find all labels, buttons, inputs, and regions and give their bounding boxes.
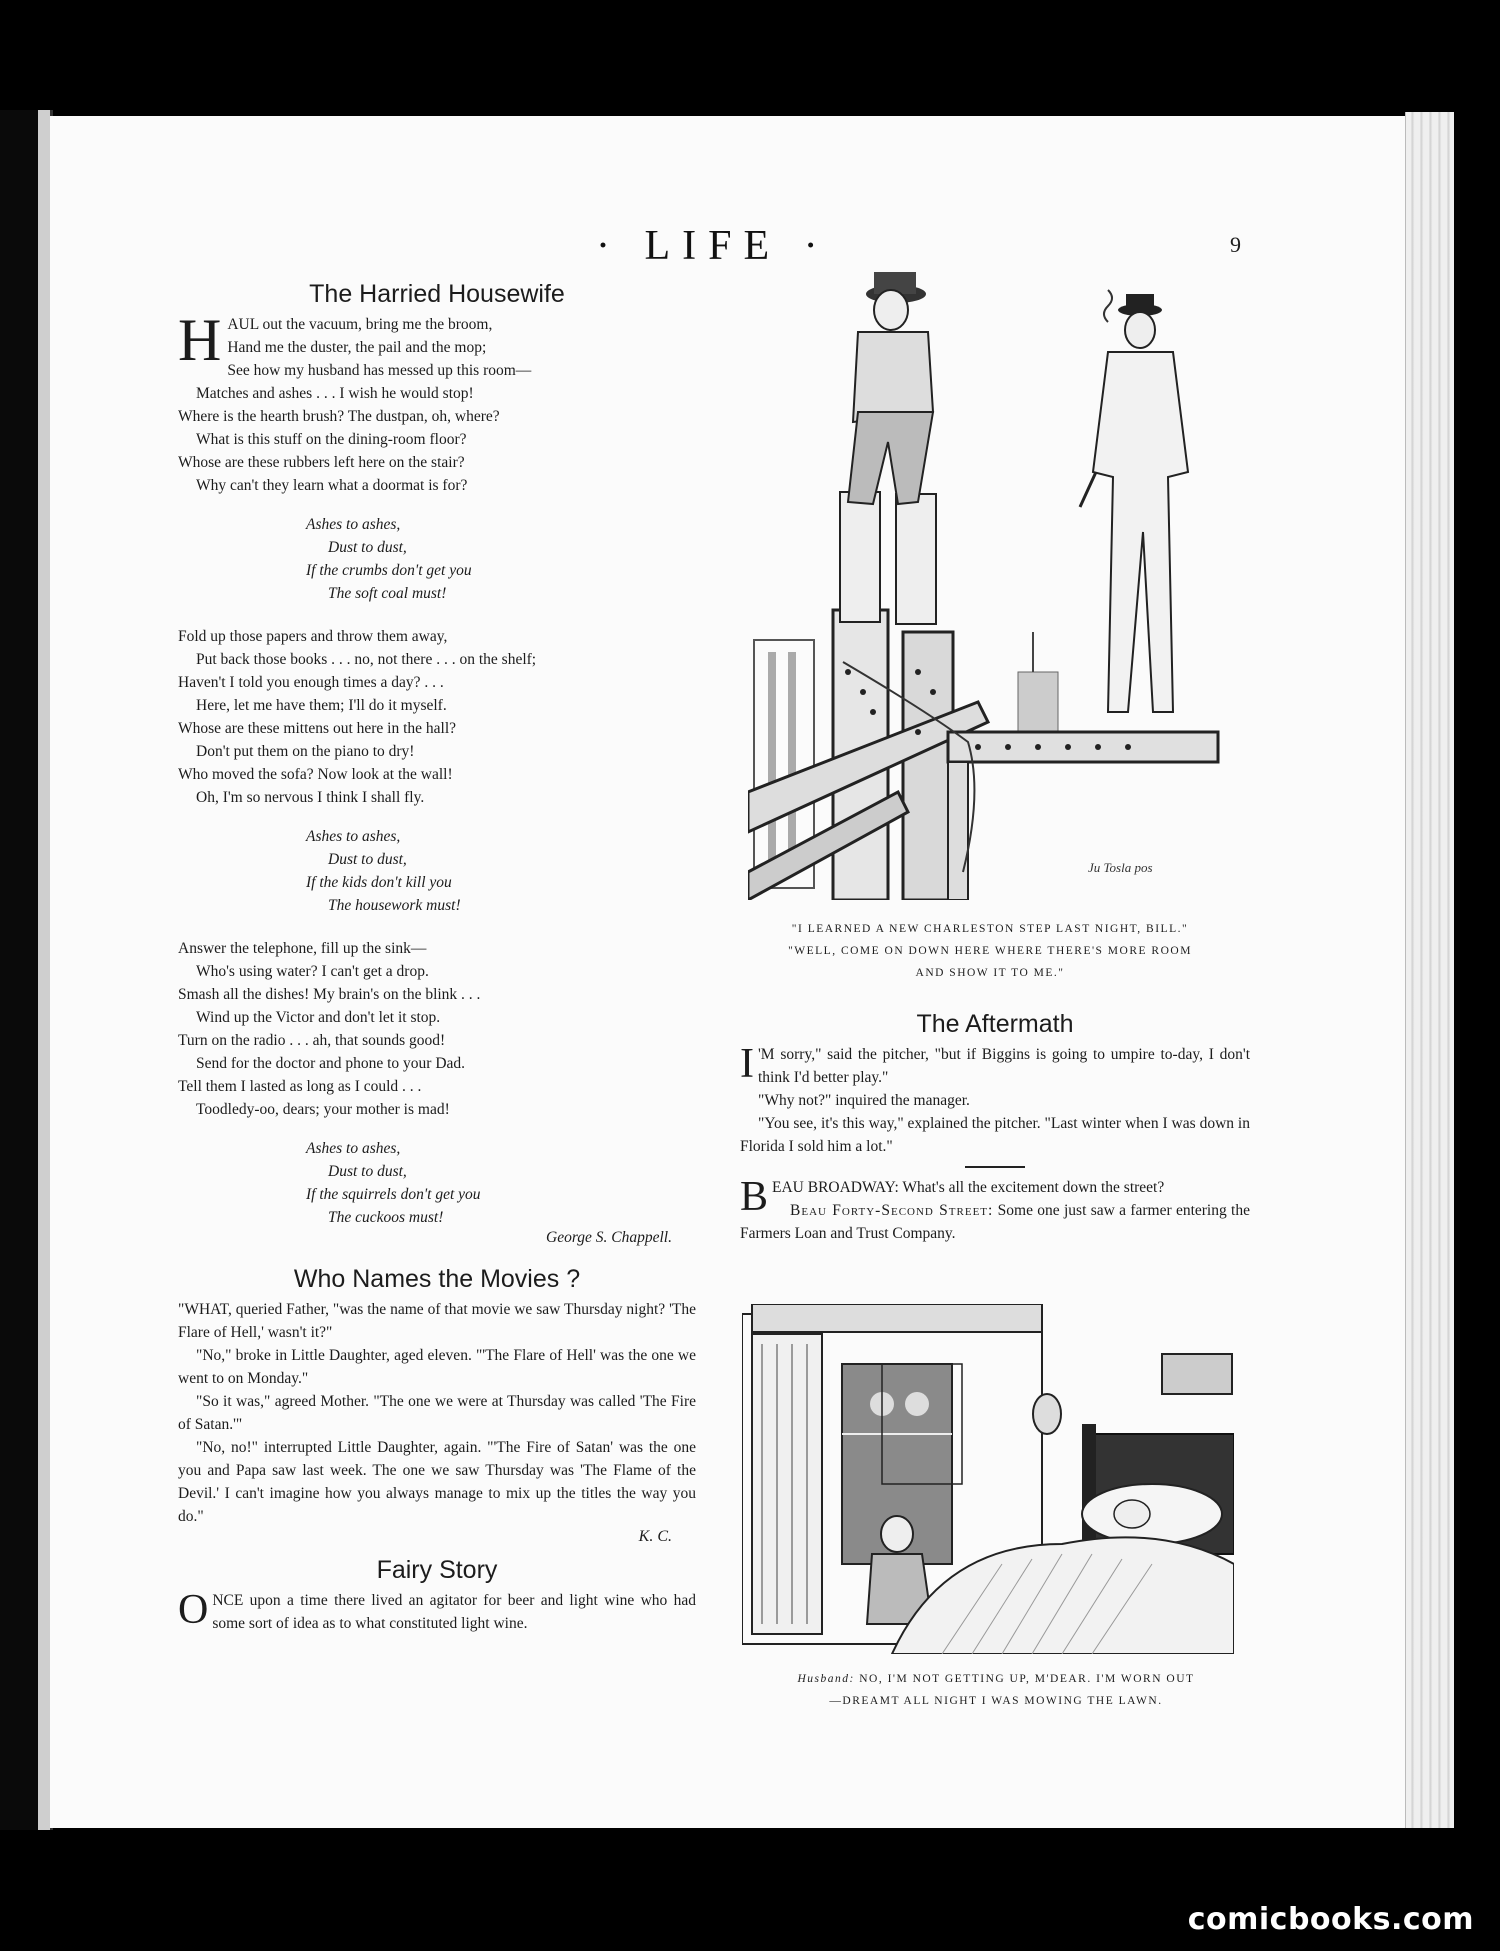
- cartoon2-caption: [740, 1668, 1252, 1712]
- paragraph: [740, 1199, 1250, 1245]
- dropcap-h: H: [178, 307, 222, 373]
- paragraph: "No, no!" interrupted Little Daughter, again. "'The Fire of Satan' was the one you and Papa saw last week. The one we saw Thursday was 'The Flame of the Devil.' I can't imagine how you always manage to mix up the titles the way you do.": [178, 1439, 696, 1525]
- refrain-line: Ashes to ashes,: [306, 516, 401, 533]
- watermark: comicbooks.com: [1187, 1902, 1474, 1937]
- caption-text: NO, I'M NOT GETTING UP, M'DEAR. I'M WORN OUT: [859, 1673, 1195, 1685]
- speaker-line: Some one just saw a farmer entering the Farmers Loan and Trust Company.: [740, 1202, 1250, 1242]
- poem-line: Answer the telephone, fill up the sink—: [178, 940, 427, 957]
- refrain: [306, 1137, 696, 1229]
- poem-line: Whose are these rubbers left here on the stair?: [178, 454, 465, 471]
- poem-line: Send for the doctor and phone to your Dad.: [196, 1055, 466, 1072]
- poem-line: Fold up those papers and throw them away,: [178, 628, 448, 645]
- poem-line: Why can't they learn what a doormat is for?: [196, 477, 468, 494]
- housewife-title: The Harried Housewife: [309, 280, 565, 308]
- poem-line: Toodledy-oo, dears; your mother is mad!: [196, 1101, 450, 1118]
- poem-line: Smash all the dishes! My brain's on the blink . . .: [178, 986, 481, 1003]
- caption-line: —DREAMT ALL NIGHT I WAS MOWING THE LAWN.: [829, 1695, 1163, 1707]
- refrain-line: The soft coal must!: [328, 585, 447, 602]
- aftermath-title: The Aftermath: [916, 1010, 1074, 1038]
- poem-line: See how my husband has messed up this room—: [227, 362, 532, 379]
- aftermath-article: [740, 1043, 1250, 1158]
- paragraph: "WHAT, queried Father, "was the name of that movie we saw Thursday night? 'The Flare of Hell,' wasn't it?": [178, 1301, 696, 1341]
- refrain-line: If the crumbs don't get you: [306, 562, 472, 579]
- poem-line: Don't put them on the piano to dry!: [196, 743, 415, 760]
- divider-rule: [965, 1166, 1025, 1168]
- poem-line: Who's using water? I can't get a drop.: [196, 963, 429, 980]
- paragraph: 'M sorry," said the pitcher, "but if Biggins is going to umpire to-day, I don't think I'd better play.": [758, 1046, 1250, 1086]
- refrain-line: Dust to dust,: [328, 539, 407, 556]
- caption-speaker: Husband:: [797, 1673, 855, 1685]
- poem-line: Who moved the sofa? Now look at the wall!: [178, 766, 453, 783]
- movies-article: [178, 1298, 696, 1546]
- refrain-line: If the kids don't kill you: [306, 874, 452, 891]
- signature: K. C.: [638, 1528, 672, 1545]
- refrain: [306, 825, 696, 917]
- paragraph: "Why not?" inquired the manager.: [758, 1092, 970, 1109]
- refrain-line: If the squirrels don't get you: [306, 1186, 481, 1203]
- paragraph: EAU BROADWAY: What's all the excitement down the street?: [772, 1179, 1165, 1196]
- cartoon-steelworkers-illustration: [748, 272, 1228, 900]
- refrain-line: The housework must!: [328, 897, 461, 914]
- refrain: [306, 513, 696, 605]
- refrain-line: The cuckoos must!: [328, 1209, 444, 1226]
- refrain-line: Ashes to ashes,: [306, 1140, 401, 1157]
- poem-line: What is this stuff on the dining-room floor?: [196, 431, 467, 448]
- refrain-line: Dust to dust,: [328, 851, 407, 868]
- refrain-line: Ashes to ashes,: [306, 828, 401, 845]
- poem-line: Whose are these mittens out here in the hall?: [178, 720, 457, 737]
- housewife-poem: [178, 307, 696, 1247]
- poem-line: Wind up the Victor and don't let it stop.: [196, 1009, 441, 1026]
- byline: George S. Chappell.: [546, 1229, 672, 1246]
- caption-line: "I LEARNED A NEW CHARLESTON STEP LAST NIGHT, BILL.": [791, 923, 1189, 935]
- fairy-article: [178, 1589, 696, 1635]
- page-stack-edge: [1405, 112, 1454, 1828]
- caption-line: "WELL, COME ON DOWN HERE WHERE THERE'S MORE ROOM: [788, 945, 1192, 957]
- caption-line: AND SHOW IT TO ME.": [915, 967, 1065, 979]
- poem-line: Tell them I lasted as long as I could . . .: [178, 1078, 422, 1095]
- poem-line: Hand me the duster, the pail and the mop;: [227, 339, 487, 356]
- paragraph: "No," broke in Little Daughter, aged eleven. "'The Flare of Hell' was the one we went to on Monday.": [178, 1347, 696, 1387]
- refrain-line: Dust to dust,: [328, 1163, 407, 1180]
- poem-line: Haven't I told you enough times a day? . . .: [178, 674, 444, 691]
- cartoon-bedroom-illustration: [742, 1304, 1234, 1654]
- poem-line: Put back those books . . . no, not there . . . on the shelf;: [196, 651, 537, 668]
- left-column: [178, 280, 696, 1635]
- artist-signature: Ju Tosla pos: [1088, 860, 1153, 875]
- speaker-name: Beau Forty-Second Street:: [790, 1202, 994, 1219]
- poem-line: AUL out the vacuum, bring me the broom,: [227, 316, 493, 333]
- paragraph: "So it was," agreed Mother. "The one we were at Thursday was called 'The Fire of Satan.'": [178, 1393, 696, 1433]
- dropcap-b: B: [740, 1174, 769, 1220]
- poem-line: Oh, I'm so nervous I think I shall fly.: [196, 789, 425, 806]
- movies-title: Who Names the Movies ?: [293, 1265, 581, 1293]
- dropcap-i: I: [740, 1041, 754, 1087]
- dropcap-o: O: [178, 1587, 209, 1633]
- page-number: 9: [1230, 232, 1241, 257]
- poem-line: Matches and ashes . . . I wish he would stop!: [196, 385, 474, 402]
- paragraph: "You see, it's this way," explained the pitcher. "Last winter when I was down in Florida I sold him a lot.": [740, 1115, 1250, 1155]
- masthead: · LIFE ·: [596, 223, 830, 269]
- right-column: [740, 1010, 1250, 1245]
- fairy-title: Fairy Story: [376, 1556, 498, 1584]
- poem-line: Where is the hearth brush? The dustpan, oh, where?: [178, 408, 500, 425]
- cartoon1-caption: [735, 918, 1245, 984]
- caption-line: [740, 1668, 1252, 1690]
- beau-article: [740, 1176, 1250, 1245]
- poem-line: Turn on the radio . . . ah, that sounds good!: [178, 1032, 446, 1049]
- poem-line: Here, let me have them; I'll do it myself.: [196, 697, 447, 714]
- paragraph: NCE upon a time there lived an agitator for beer and light wine who had some sort of idea as to what constituted light wine.: [212, 1592, 696, 1632]
